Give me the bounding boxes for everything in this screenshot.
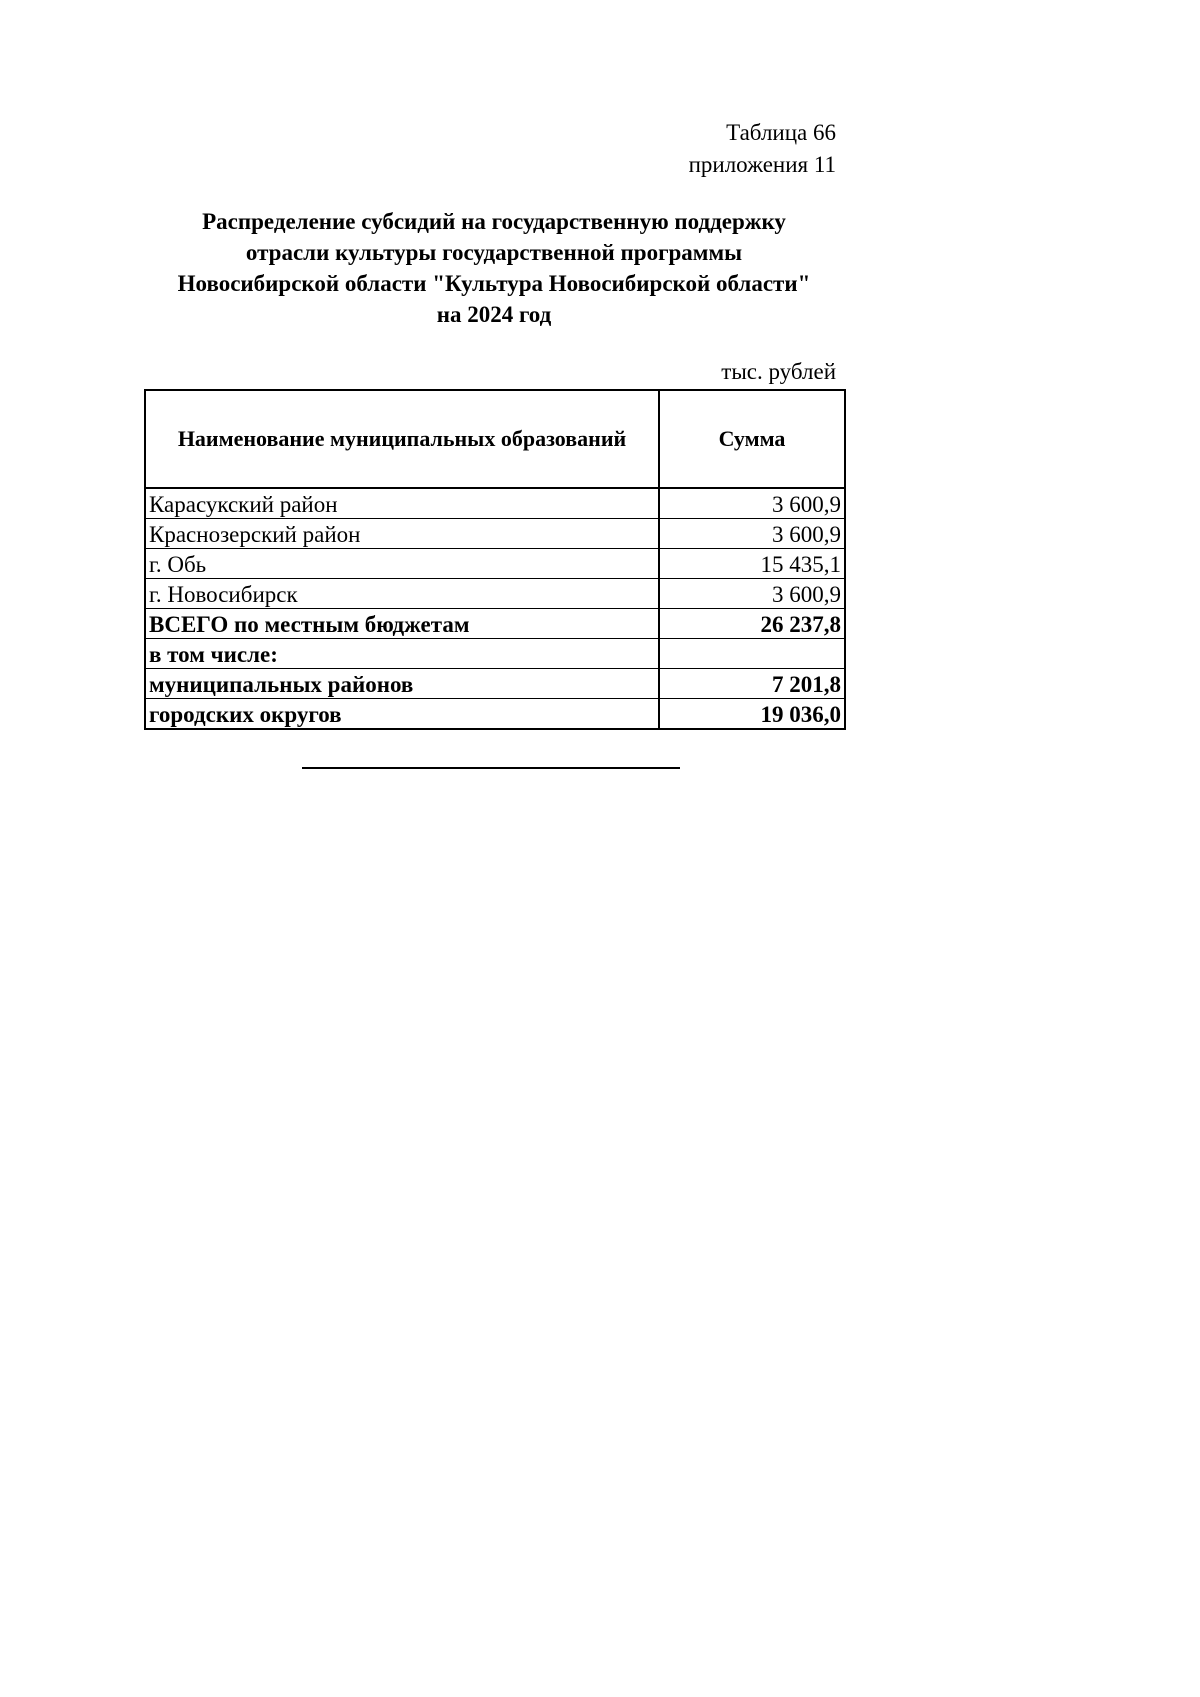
title-line: Распределение субсидий на государственную поддержку	[202, 209, 786, 234]
amount-cell: 15 435,1	[659, 549, 845, 579]
subtotal-label: городских округов	[145, 699, 659, 730]
subtotal-row	[145, 699, 845, 730]
table-header-row	[145, 390, 845, 488]
annex-reference	[689, 117, 836, 181]
subtotal-row	[145, 669, 845, 699]
document-title	[144, 206, 844, 330]
table-row	[145, 579, 845, 609]
title-line: отрасли культуры государственной программы	[245, 240, 743, 265]
closing-rule	[302, 767, 680, 769]
units-label: тыс. рублей	[721, 359, 836, 384]
municipality-name: Карасукский район	[145, 488, 659, 519]
subtotal-amount: 7 201,8	[659, 669, 845, 699]
title-line: Новосибирской области "Культура Новосибирской области"	[177, 271, 811, 296]
including-amount	[659, 639, 845, 669]
including-label: в том числе:	[145, 639, 659, 669]
amount-cell: 3 600,9	[659, 519, 845, 549]
municipality-name: г. Обь	[145, 549, 659, 579]
municipality-name: г. Новосибирск	[145, 579, 659, 609]
table-row	[145, 549, 845, 579]
municipality-name: Краснозерский район	[145, 519, 659, 549]
subtotal-amount: 19 036,0	[659, 699, 845, 730]
total-label: ВСЕГО по местным бюджетам	[145, 609, 659, 639]
total-row	[145, 609, 845, 639]
table-row	[145, 488, 845, 519]
column-header-name: Наименование муниципальных образований	[145, 390, 659, 488]
title-line: на 2024 год	[436, 302, 552, 327]
subsidies-table	[144, 389, 846, 730]
including-row	[145, 639, 845, 669]
amount-cell: 3 600,9	[659, 488, 845, 519]
appendix-number: приложения 11	[688, 152, 836, 177]
subtotal-label: муниципальных районов	[145, 669, 659, 699]
column-header-sum: Сумма	[659, 390, 845, 488]
total-amount: 26 237,8	[659, 609, 845, 639]
table-row	[145, 519, 845, 549]
table-number: Таблица 66	[726, 120, 836, 145]
amount-cell: 3 600,9	[659, 579, 845, 609]
